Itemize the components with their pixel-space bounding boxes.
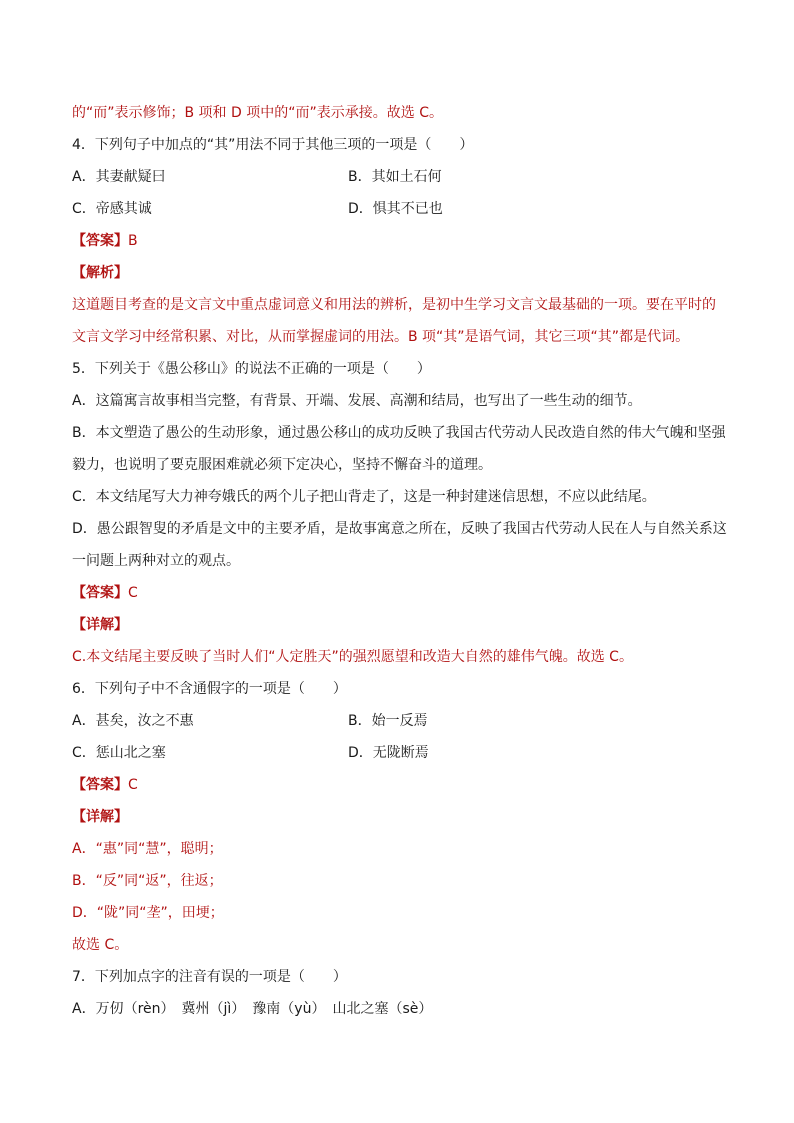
q4-option-c: C．帝感其诚 [72,201,152,217]
q4-answer [72,231,138,251]
q4-answer-tag: 【答案】 [72,233,128,249]
q6-option-c: C．惩山北之塞 [72,745,166,761]
q5-option-c: C．本文结尾写大力神夸娥氏的两个儿子把山背走了，这是一种封建迷信思想，不应以此结尾。 [72,489,656,505]
q6-answer-tag: 【答案】 [72,777,128,793]
q6-option-a: A．甚矣，汝之不惠 [72,713,194,729]
q4-analysis-line-2: 文言文学习中经常积累、对比，从而掌握虚词的用法。B 项“其”是语气词，其它三项“其”都是代词。 [72,329,690,345]
q6-answer-value: C [128,777,138,793]
q4-option-a: A．其妻献疑曰 [72,169,166,185]
q6-option-b: B．始一反焉 [348,713,428,729]
q5-option-a: A．这篇寓言故事相当完整，有背景、开端、发展、高潮和结局，也写出了一些生动的细节。 [72,393,642,409]
q7-option-a: A．万仞（rèn） 冀州（jì） 豫南（yù） 山北之塞（sè） [72,1001,433,1017]
q4-stem: 4．下列句子中加点的“其”用法不同于其他三项的一项是（ ） [72,137,474,153]
q5-option-d-line-1: D．愚公跟智叟的矛盾是文中的主要矛盾，是故事寓意之所在，反映了我国古代劳动人民在人与自然关系这 [72,521,727,537]
q3-explanation-tail: 的“而”表示修饰；B 项和 D 项中的“而”表示承接。故选 C。 [72,105,443,121]
q6-option-d: D．无陇断焉 [348,745,429,761]
q5-option-d-line-2: 一问题上两种对立的观点。 [72,553,240,569]
q4-analysis-tag: 【解析】 [72,265,128,281]
q5-answer-value: C [128,585,138,601]
q6-answer [72,775,138,795]
q6-stem: 6．下列句子中不含通假字的一项是（ ） [72,681,347,697]
q6-detail-b: B．“反”同“返”，往返； [72,873,223,889]
q7-stem: 7．下列加点字的注音有误的一项是（ ） [72,969,347,985]
q5-detail-tag: 【详解】 [72,617,128,633]
q5-stem: 5．下列关于《愚公移山》的说法不正确的一项是（ ） [72,361,431,377]
q6-conclusion: 故选 C。 [72,937,129,953]
q4-answer-value: B [128,233,138,249]
q5-detail: C.本文结尾主要反映了当时人们“人定胜天”的强烈愿望和改造大自然的雄伟气魄。故选 C。 [72,649,633,665]
q4-option-d: D．惧其不已也 [348,201,443,217]
q6-detail-a: A．“惠”同“慧”，聪明； [72,841,223,857]
q5-answer-tag: 【答案】 [72,585,128,601]
q5-option-b-line-2: 毅力，也说明了要克服困难就必须下定决心，坚持不懈奋斗的道理。 [72,457,492,473]
q4-analysis-line-1: 这道题目考查的是文言文中重点虚词意义和用法的辨析，是初中生学习文言文最基础的一项。要在平时的 [72,297,716,313]
q4-option-b: B．其如土石何 [348,169,442,185]
q6-detail-d: D．“陇”同“垄”，田埂； [72,905,224,921]
q5-answer [72,583,138,603]
q6-detail-tag: 【详解】 [72,809,128,825]
q5-option-b-line-1: B．本文塑造了愚公的生动形象，通过愚公移山的成功反映了我国古代劳动人民改造自然的伟大气魄和坚强 [72,425,726,441]
